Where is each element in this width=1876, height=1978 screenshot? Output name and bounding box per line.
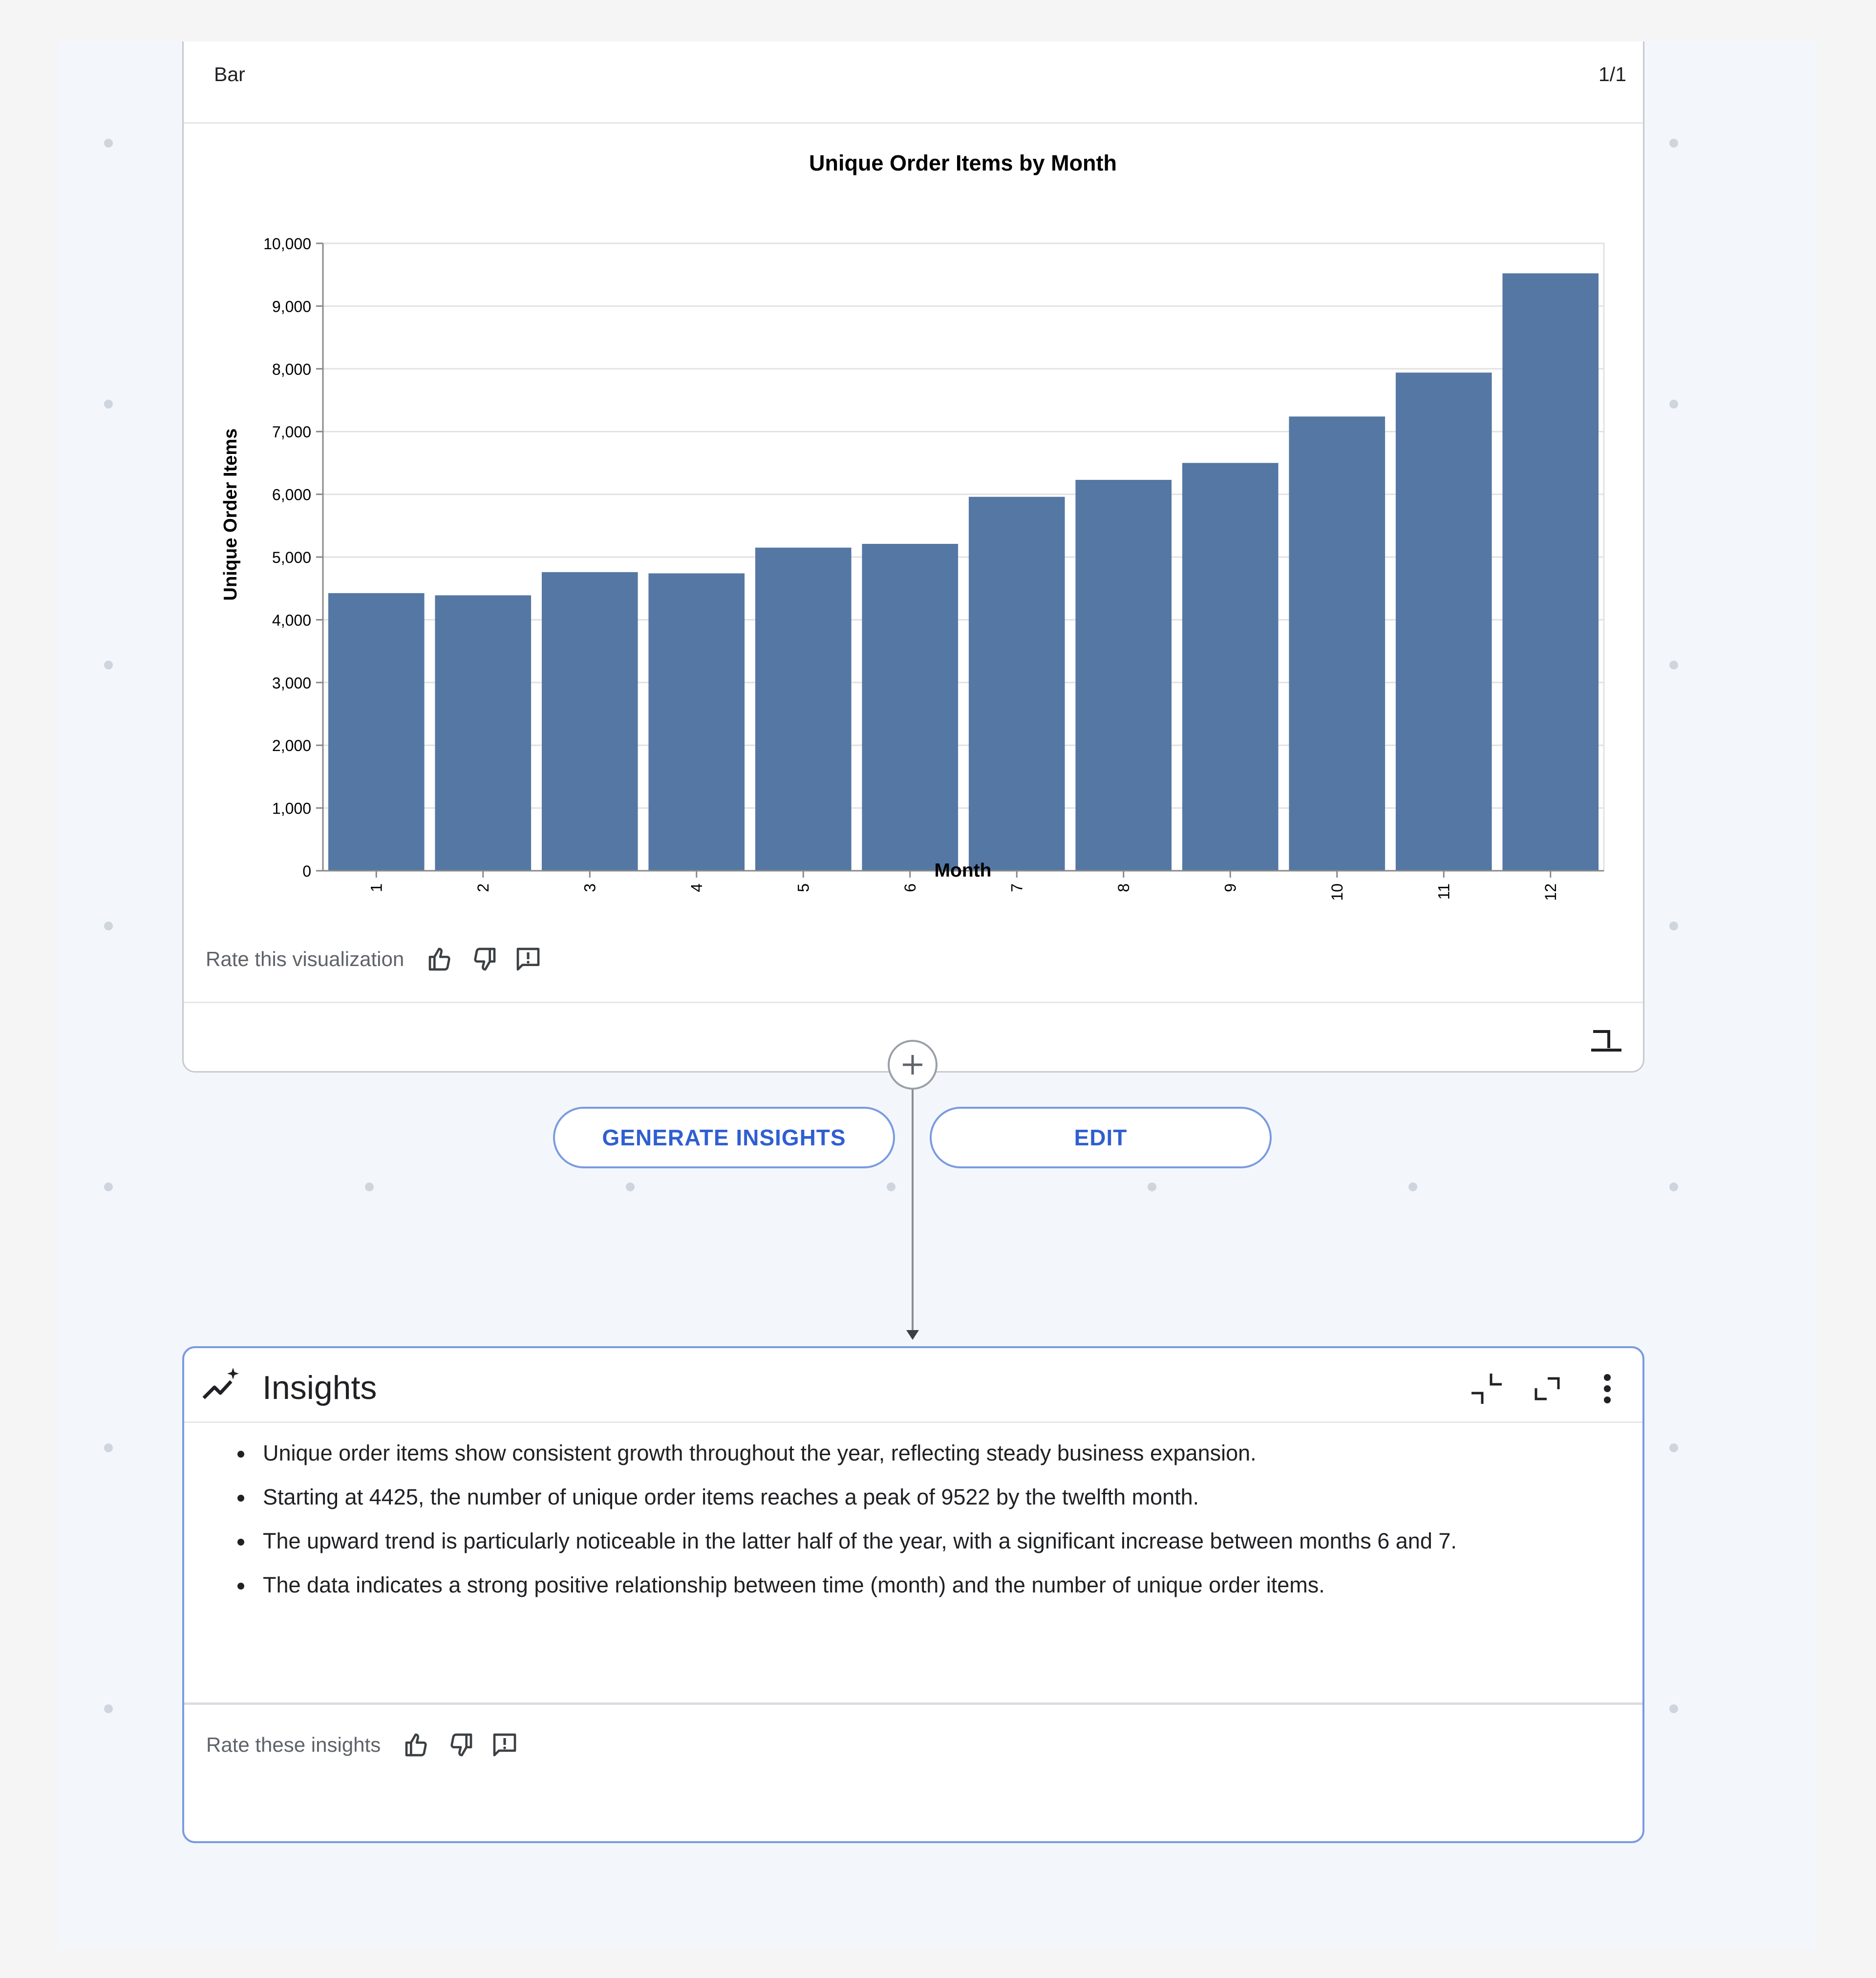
flow-arrow-icon [906, 1330, 919, 1340]
grid-dot [1669, 400, 1678, 408]
y-tick-label: 7,000 [272, 423, 311, 441]
x-tick-label: 11 [1435, 883, 1453, 900]
grid-dot [1669, 139, 1678, 148]
thumbs-up-icon[interactable] [426, 945, 455, 974]
insight-item: • Starting at 4425, the number of unique order items reaches a peak of 9522 by the twelfth month. [254, 1475, 1457, 1519]
grid-dot [104, 139, 113, 148]
expand-icon[interactable] [1530, 1372, 1564, 1406]
x-tick-label: 8 [1114, 883, 1132, 892]
x-tick-label: 4 [687, 883, 705, 892]
insights-card [182, 1346, 1644, 1843]
bar-month-8 [1075, 480, 1172, 871]
edit-button[interactable]: EDIT [930, 1107, 1272, 1168]
insights-trend-icon [201, 1365, 242, 1406]
grid-dot [1669, 1182, 1678, 1191]
chart-title: Unique Order Items by Month [809, 150, 1117, 175]
insight-item: • The data indicates a strong positive relationship between time (month) and the number of unique order items. [254, 1563, 1457, 1607]
page-indicator: 1/1 [1599, 63, 1626, 86]
bar-month-7 [969, 497, 1065, 871]
y-tick-label: 5,000 [272, 549, 311, 566]
y-tick-label: 6,000 [272, 486, 311, 504]
insights-list [227, 1431, 1457, 1607]
x-tick-label: 3 [581, 883, 599, 892]
grid-dot [104, 1704, 113, 1713]
chart-type-label: Bar [214, 63, 245, 86]
x-axis-label: Month [934, 860, 992, 881]
x-tick-label: 10 [1328, 883, 1346, 901]
thumbs-down-icon[interactable] [469, 945, 499, 974]
bar-month-12 [1502, 273, 1599, 871]
grid-dot [1669, 922, 1678, 930]
flow-connector-line [912, 1090, 914, 1334]
grid-dot [104, 922, 113, 930]
y-tick-label: 0 [302, 862, 311, 880]
visualization-card [182, 42, 1644, 1073]
thumbs-down-icon[interactable] [446, 1730, 475, 1760]
bar-month-3 [542, 572, 638, 871]
grid-dot [1408, 1182, 1417, 1191]
bar-month-10 [1289, 416, 1385, 871]
grid-dot [1669, 1443, 1678, 1452]
feedback-icon[interactable] [513, 945, 543, 974]
y-tick-label: 10,000 [263, 235, 311, 253]
insights-header [184, 1348, 1642, 1423]
feedback-icon[interactable] [490, 1730, 519, 1760]
grid-dot [104, 661, 113, 669]
insight-item: • Unique order items show consistent growth throughout the year, reflecting steady business expansion. [254, 1431, 1457, 1475]
grid-dot [1669, 1704, 1678, 1713]
x-tick-label: 5 [794, 883, 812, 892]
footer-divider [184, 1002, 1643, 1003]
x-tick-label: 1 [367, 883, 385, 892]
plus-icon [899, 1051, 926, 1078]
y-tick-label: 1,000 [272, 799, 311, 817]
resize-handle-icon[interactable] [1589, 1020, 1623, 1054]
y-tick-label: 8,000 [272, 360, 311, 378]
x-tick-label: 6 [901, 883, 919, 892]
bar-month-9 [1182, 463, 1279, 871]
bar-month-5 [755, 548, 852, 871]
y-tick-label: 3,000 [272, 674, 311, 692]
grid-dot [626, 1182, 635, 1191]
x-tick-label: 2 [474, 883, 492, 892]
add-step-button[interactable] [888, 1040, 938, 1090]
rate-insights-label: Rate these insights [206, 1733, 381, 1756]
y-axis-label: Unique Order Items [220, 428, 241, 601]
collapse-icon[interactable] [1470, 1372, 1504, 1406]
visualization-rating-row [206, 945, 557, 974]
bar-month-6 [862, 544, 958, 871]
bar-month-1 [328, 593, 425, 871]
grid-dot [1148, 1182, 1156, 1191]
y-tick-label: 2,000 [272, 737, 311, 755]
grid-dot [104, 1182, 113, 1191]
bar-month-4 [648, 573, 745, 871]
generate-insights-button[interactable]: GENERATE INSIGHTS [553, 1107, 895, 1168]
grid-dot [104, 1443, 113, 1452]
grid-dot [365, 1182, 374, 1191]
grid-dot [887, 1182, 895, 1191]
x-tick-label: 9 [1221, 883, 1239, 892]
x-tick-label: 12 [1541, 883, 1559, 901]
x-tick-label: 7 [1008, 883, 1026, 892]
thumbs-up-icon[interactable] [402, 1730, 431, 1760]
bar-month-11 [1396, 373, 1492, 871]
visualization-header [184, 42, 1643, 124]
insight-item: • The upward trend is particularly noticeable in the latter half of the year, with a significant increase between months 6 and 7. [254, 1519, 1457, 1563]
more-options-icon[interactable] [1590, 1372, 1624, 1406]
insights-rating-row [206, 1730, 534, 1760]
y-tick-label: 4,000 [272, 611, 311, 629]
insights-divider [184, 1702, 1642, 1705]
bar-chart [184, 124, 1644, 954]
bar-month-2 [435, 595, 531, 871]
grid-dot [104, 400, 113, 408]
rate-visualization-label: Rate this visualization [206, 947, 405, 970]
grid-dot [1669, 661, 1678, 669]
y-tick-label: 9,000 [272, 298, 311, 316]
insights-title: Insights [262, 1369, 377, 1406]
